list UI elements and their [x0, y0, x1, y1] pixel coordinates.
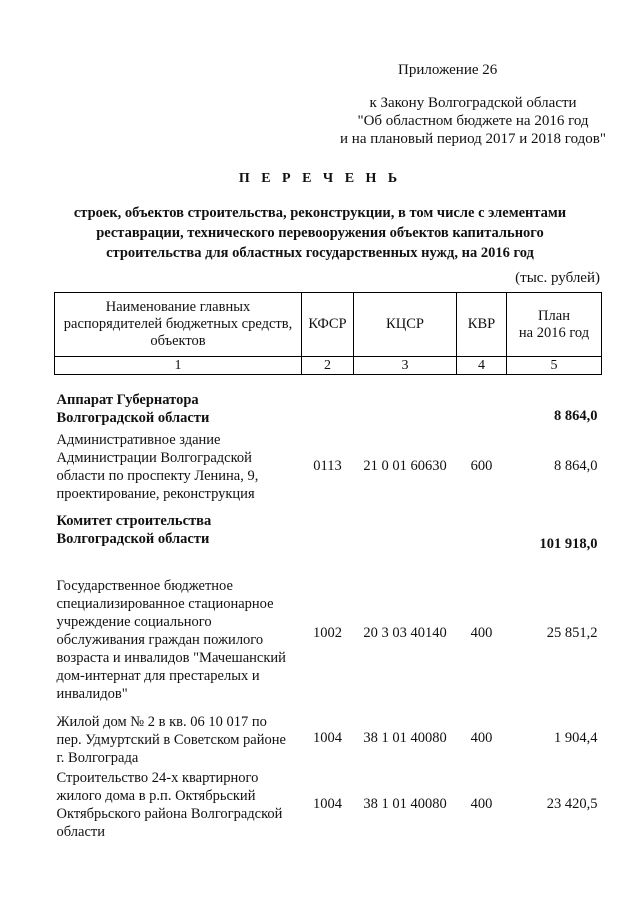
row-plan: 25 851,2: [546, 624, 598, 641]
row-name: [55, 503, 302, 557]
row-kvr: 400: [470, 729, 493, 746]
law-line-2: "Об областном бюджете на 2016 год: [357, 113, 589, 129]
table-row: [55, 375, 602, 429]
row-name-line: Государственное бюджетное: [56, 577, 233, 594]
row-name-line: возраста и инвалидов "Мачешанский: [56, 649, 286, 666]
row-name-line: Строительство 24-х квартирного: [56, 769, 259, 786]
row-plan: 101 918,0: [539, 535, 598, 552]
row-kcsr: 20 3 03 40140: [363, 624, 447, 641]
units-label: (тыс. рублей): [515, 270, 600, 286]
table-row: [55, 557, 602, 709]
row-name-line: г. Волгограда: [56, 749, 139, 766]
row-name-line: жилого дома в р.п. Октябрьский: [56, 787, 256, 804]
column-number: 4: [457, 357, 507, 375]
row-name-line: Аппарат Губернатора: [56, 391, 199, 408]
row-name-line: пер. Удмуртский в Советском районе: [56, 731, 286, 748]
row-name: [55, 767, 302, 841]
row-name-line: инвалидов": [56, 685, 128, 702]
budget-table: [54, 292, 602, 841]
row-kcsr: 38 1 01 40080: [363, 795, 447, 812]
column-number: 1: [55, 357, 302, 375]
law-reference: [340, 94, 606, 148]
row-plan: 8 864,0: [554, 457, 598, 474]
row-kfsr: [302, 503, 354, 557]
header-name: [55, 293, 302, 357]
row-kfsr: 1002: [313, 624, 342, 641]
column-number: 3: [354, 357, 457, 375]
header-name-line: распорядителей бюджетных средств,: [63, 316, 293, 332]
table-row: [55, 709, 602, 767]
row-name: [55, 709, 302, 767]
row-plan: 23 420,5: [546, 795, 598, 812]
header-kvr: КВР: [457, 293, 507, 357]
table-row: [55, 503, 602, 557]
header-kcsr: КЦСР: [354, 293, 457, 357]
row-name: [55, 557, 302, 709]
row-name-line: специализированное стационарное: [56, 595, 274, 612]
row-kvr: [457, 503, 507, 557]
row-kvr: 600: [470, 457, 493, 474]
table-body: [55, 375, 602, 841]
row-kcsr: 38 1 01 40080: [363, 729, 447, 746]
header-name-line: объектов: [150, 333, 206, 349]
row-kcsr: 21 0 01 60630: [363, 457, 447, 474]
header-plan-line: на 2016 год: [518, 324, 590, 341]
row-name-line: Комитет строительства: [56, 512, 212, 529]
row-name-line: области: [56, 823, 105, 840]
row-name-line: Администрации Волгоградской: [56, 449, 252, 466]
row-name: [55, 429, 302, 503]
row-name-line: учреждение социального: [56, 613, 212, 630]
row-kvr: [457, 375, 507, 429]
header-name-line: Наименование главных: [105, 299, 251, 315]
row-name-line: Жилой дом № 2 в кв. 06 10 017 по: [56, 713, 267, 730]
law-line-1: к Закону Волгоградской области: [369, 95, 577, 111]
row-name-line: проектирование, реконструкция: [56, 485, 255, 502]
table-header-row: [55, 293, 602, 357]
document-subtitle: [30, 203, 610, 263]
row-kvr: 400: [470, 795, 493, 812]
table-row: [55, 429, 602, 503]
header-plan: [507, 293, 602, 357]
row-name: [55, 375, 302, 429]
row-kfsr: 0113: [313, 457, 342, 474]
row-name-line: Волгоградской области: [56, 530, 210, 547]
column-number: 2: [302, 357, 354, 375]
row-plan: 1 904,4: [554, 729, 598, 746]
row-kvr: 400: [470, 624, 493, 641]
header-plan-line: План: [538, 307, 570, 324]
row-kfsr: 1004: [313, 729, 342, 746]
column-number: 5: [507, 357, 602, 375]
column-number-row: [55, 357, 602, 375]
row-kfsr: [302, 375, 354, 429]
law-line-3: и на плановый период 2017 и 2018 годов": [340, 131, 606, 147]
row-plan: 8 864,0: [554, 407, 598, 424]
row-name-line: Административное здание: [56, 431, 221, 448]
subtitle-line-2: реставрации, технического перевооружения объектов капитального: [96, 225, 544, 241]
table-row: [55, 767, 602, 841]
subtitle-line-3: строительства для областных государственных нужд, на 2016 год: [106, 245, 534, 261]
row-name-line: области по проспекту Ленина, 9,: [56, 467, 259, 484]
row-name-line: Октябрьского района Волгоградской: [56, 805, 283, 822]
row-name-line: Волгоградской области: [56, 409, 210, 426]
subtitle-line-1: строек, объектов строительства, реконструкции, в том числе с элементами: [73, 205, 567, 221]
appendix-label: Приложение 26: [398, 62, 498, 78]
header-kfsr: КФСР: [302, 293, 354, 357]
row-kfsr: 1004: [313, 795, 342, 812]
row-name-line: обслуживания граждан пожилого: [56, 631, 264, 648]
row-kcsr: [354, 375, 457, 429]
document-title: П Е Р Е Ч Е Н Ь: [238, 171, 402, 186]
row-kcsr: [354, 503, 457, 557]
row-name-line: дом-интернат для престарелых и: [56, 667, 260, 684]
